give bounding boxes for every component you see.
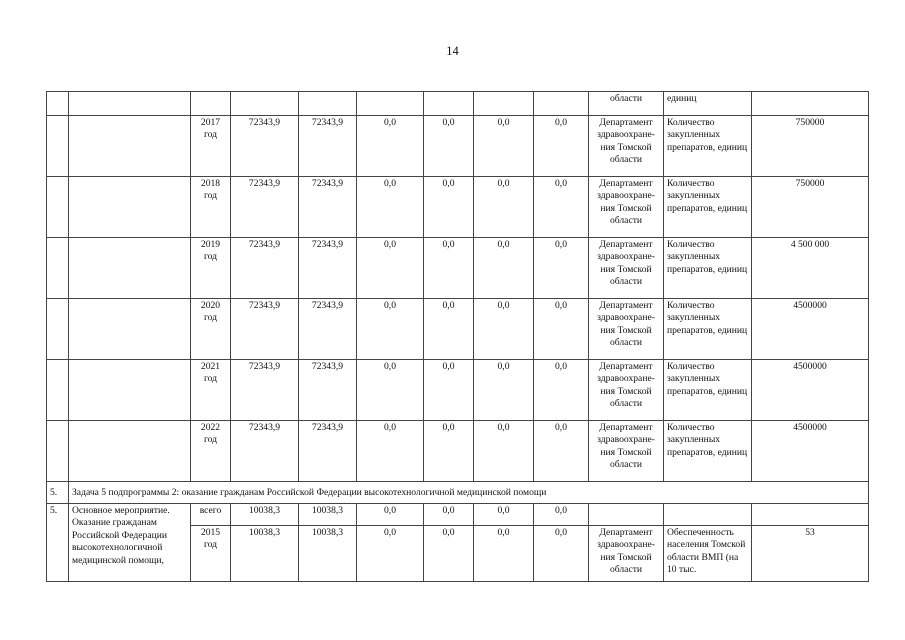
page-number: 14 [446,44,459,58]
amount-cell: 72343,9 [299,299,357,360]
amount-cell: 72343,9 [299,360,357,421]
year-number: 2020 [200,300,221,311]
department-cell: Департамент здравоохране-ния Томской области [589,526,664,582]
year-number: 2022 [200,422,221,433]
year-word: год [203,190,218,202]
year-cell [191,116,231,177]
year-number: 2021 [200,361,221,372]
period-cell [191,92,231,116]
amount-cell: 0,0 [474,238,534,299]
department-cell [589,504,664,526]
amount-cell: 10038,3 [299,526,357,582]
table-row [47,421,869,482]
amount-cell: 0,0 [534,238,589,299]
year-word: год [203,434,218,446]
amount-cell: 0,0 [357,360,424,421]
event-name-cell [69,92,191,116]
year-number: 2018 [200,178,221,189]
num-cell [47,360,69,421]
amount-cell [474,92,534,116]
year-cell [191,360,231,421]
year-word: год [203,539,218,551]
amount-cell [357,92,424,116]
year-word: год [203,251,218,263]
department-cell: Департамент здравоохране-ния Томской области [589,421,664,482]
total-cell: 72343,9 [231,238,299,299]
year-number: 2017 [200,117,221,128]
event-name-cell [69,116,191,177]
amount-cell: 0,0 [534,526,589,582]
main-event-name: Основное мероприятие. Оказание гражданам Российской Федерации высокотехнологичной медицинской помощи, [69,504,191,582]
total-cell: 72343,9 [231,116,299,177]
amount-cell: 72343,9 [299,177,357,238]
indicator-cell: Количество закупленных препаратов, единиц [664,116,752,177]
table-row [47,177,869,238]
year-word: год [203,129,218,141]
table-row [47,116,869,177]
year-cell [191,299,231,360]
department-cell: Департамент здравоохране-ния Томской области [589,238,664,299]
amount-cell [534,92,589,116]
department-cell: Департамент здравоохране-ния Томской области [589,116,664,177]
task-title: Задача 5 подпрограммы 2: оказание гражданам Российской Федерации высокотехнологичной медицинской помощи [69,482,869,504]
num-cell [47,421,69,482]
amount-cell: 0,0 [357,238,424,299]
value-cell: 750000 [752,116,869,177]
value-cell: 4 500 000 [752,238,869,299]
amount-cell: 0,0 [424,238,474,299]
task-number: 5. [47,482,69,504]
department-cell: Департамент здравоохране-ния Томской области [589,299,664,360]
amount-cell: 0,0 [474,177,534,238]
indicator-cell: Количество закупленных препаратов, единиц [664,360,752,421]
value-cell [752,92,869,116]
num-cell [47,177,69,238]
value-cell: 4500000 [752,299,869,360]
num-cell [47,92,69,116]
amount-cell: 0,0 [424,504,474,526]
amount-cell: 0,0 [357,177,424,238]
year-number: 2015 [200,527,221,538]
amount-cell: 0,0 [424,177,474,238]
amount-cell: 0,0 [424,421,474,482]
year-number: 2019 [200,239,221,250]
event-name-cell [69,421,191,482]
year-cell [191,177,231,238]
year-cell [191,526,231,582]
amount-cell [299,92,357,116]
value-cell: 4500000 [752,360,869,421]
year-cell [191,238,231,299]
amount-cell: 72343,9 [299,421,357,482]
year-cell [191,421,231,482]
indicator-cell: Количество закупленных препаратов, единиц [664,177,752,238]
amount-cell: 0,0 [424,299,474,360]
amount-cell: 10038,3 [299,504,357,526]
table-row [47,299,869,360]
indicator-cell: Обеспеченность населения Томской области ВМП (на 10 тыс. [664,526,752,582]
table-row-main-event-total [47,504,869,526]
num-cell [47,116,69,177]
event-name-cell [69,299,191,360]
amount-cell: 0,0 [474,360,534,421]
indicator-cell [664,504,752,526]
amount-cell: 0,0 [357,116,424,177]
amount-cell: 0,0 [534,177,589,238]
amount-cell: 0,0 [357,526,424,582]
department-cell: Департамент здравоохране-ния Томской области [589,177,664,238]
value-cell [752,504,869,526]
total-cell: 72343,9 [231,360,299,421]
amount-cell: 0,0 [474,504,534,526]
amount-cell: 0,0 [424,526,474,582]
amount-cell: 0,0 [474,526,534,582]
table-row [47,360,869,421]
amount-cell: 0,0 [534,504,589,526]
task-row [47,482,869,504]
amount-cell [424,92,474,116]
amount-cell: 0,0 [534,116,589,177]
main-event-number: 5. [47,504,69,582]
indicator-cell: Количество закупленных препаратов, единиц [664,421,752,482]
indicator-cell: единиц [664,92,752,116]
amount-cell: 0,0 [357,421,424,482]
value-cell: 4500000 [752,421,869,482]
department-cell: области [589,92,664,116]
total-cell: 72343,9 [231,421,299,482]
indicator-cell: Количество закупленных препаратов, единиц [664,238,752,299]
amount-cell: 0,0 [424,360,474,421]
year-word: год [203,373,218,385]
amount-cell: 0,0 [474,299,534,360]
amount-cell: 0,0 [474,116,534,177]
amount-cell: 0,0 [534,299,589,360]
total-cell: 10038,3 [231,526,299,582]
value-cell: 750000 [752,177,869,238]
amount-cell: 72343,9 [299,116,357,177]
event-name-cell [69,360,191,421]
amount-cell: 72343,9 [299,238,357,299]
year-word: год [203,312,218,324]
total-cell: 72343,9 [231,177,299,238]
num-cell [47,238,69,299]
amount-cell: 0,0 [534,360,589,421]
department-cell: Департамент здравоохране-ния Томской области [589,360,664,421]
indicator-cell: Количество закупленных препаратов, единиц [664,299,752,360]
total-cell [231,92,299,116]
total-cell: 72343,9 [231,299,299,360]
amount-cell: 0,0 [474,421,534,482]
amount-cell: 0,0 [424,116,474,177]
num-cell [47,299,69,360]
amount-cell: 0,0 [357,299,424,360]
amount-cell: 0,0 [534,421,589,482]
event-name-cell [69,177,191,238]
table-row-header-continuation [47,92,869,116]
value-cell: 53 [752,526,869,582]
program-table [46,91,869,582]
event-name-cell [69,238,191,299]
table-row [47,238,869,299]
total-cell: 10038,3 [231,504,299,526]
amount-cell: 0,0 [357,504,424,526]
period-cell: всего [191,504,231,526]
